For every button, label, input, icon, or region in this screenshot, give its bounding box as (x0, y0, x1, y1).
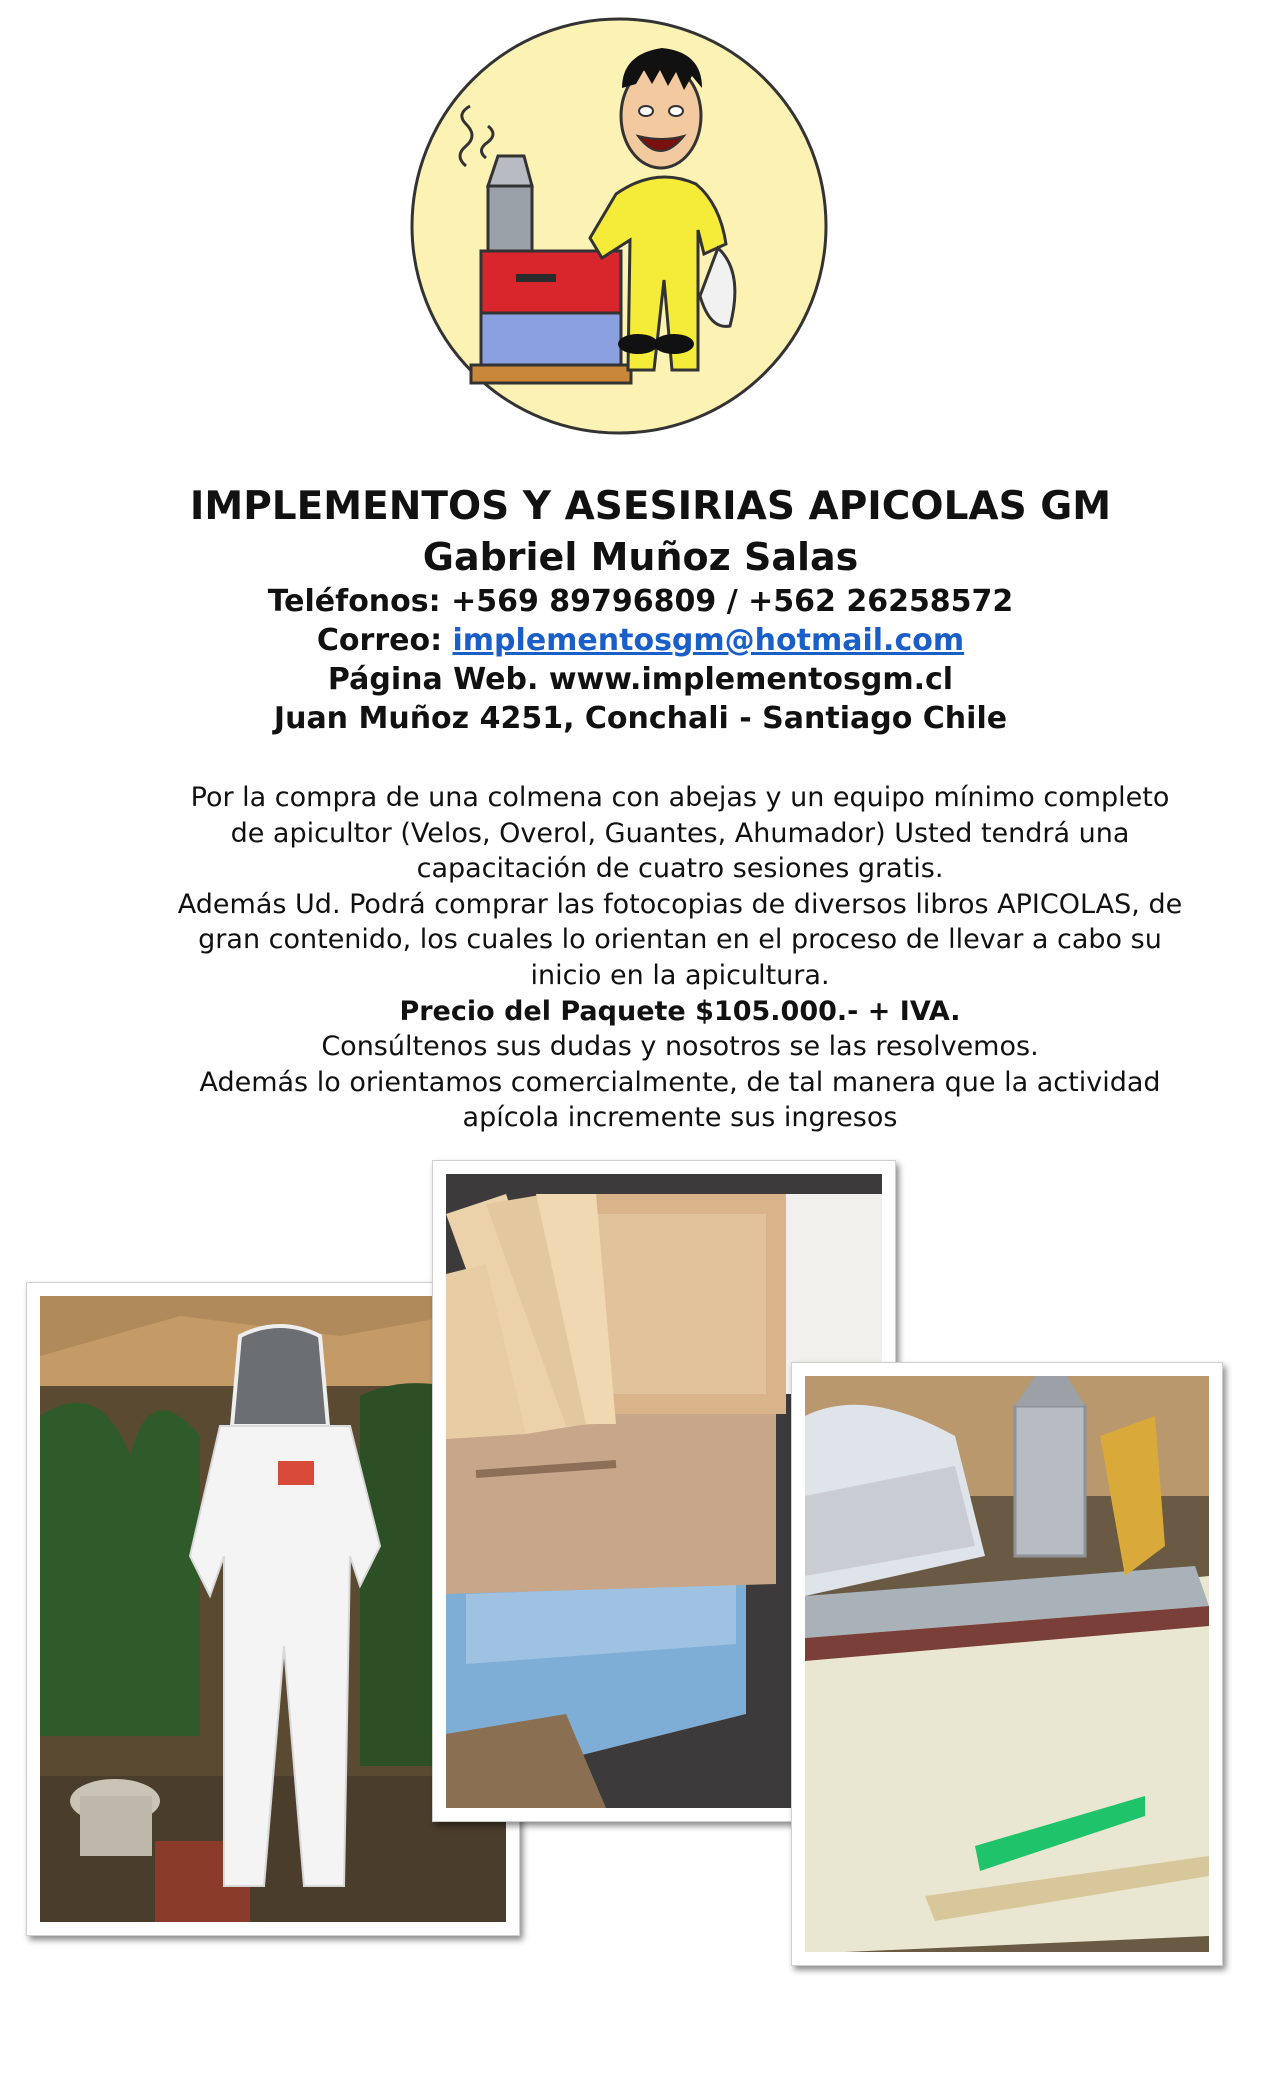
website-line: Página Web. www.implementosgm.cl (327, 662, 954, 697)
owner-name: Gabriel Muñoz Salas (422, 535, 859, 579)
email-label: Correo: (316, 623, 453, 658)
photo-smoker-hive (791, 1362, 1223, 1966)
email-line (6, 621, 1275, 660)
offer-description (170, 780, 1190, 1136)
package-price: Precio del Paquete $105.000.- + IVA. (399, 995, 961, 1027)
offer-paragraph-2: Además Ud. Podrá comprar las fotocopias de diversos libros APICOLAS, de gran contenido, los cuales lo orientan en el proceso de llevar a cabo su inicio en la apicultura. (177, 888, 1183, 991)
phone-numbers: Teléfonos: +569 89796809 / +562 26258572 (267, 584, 1014, 619)
beekeeper-logo (406, 16, 832, 436)
offer-paragraph-4: Además lo orientamos comercialmente, de tal manera que la actividad apícola incremente sus ingresos (199, 1066, 1161, 1134)
offer-paragraph-3: Consúltenos sus dudas y nosotros se las resolvemos. (321, 1031, 1039, 1063)
offer-paragraph-1: Por la compra de una colmena con abejas y un equipo mínimo completo de apicultor (Velos, Overol, Guantes, Ahumador) Usted tendrá una capacitación de cuatro sesiones gratis. (190, 782, 1170, 885)
address-line: Juan Muñoz 4251, Conchali - Santiago Chile (273, 701, 1008, 736)
contact-header (0, 482, 1275, 738)
smoker-hive-image (805, 1376, 1209, 1952)
company-name: IMPLEMENTOS Y ASESIRIAS APICOLAS GM (189, 484, 1112, 529)
email-link[interactable]: implementosgm@hotmail.com (452, 623, 965, 658)
